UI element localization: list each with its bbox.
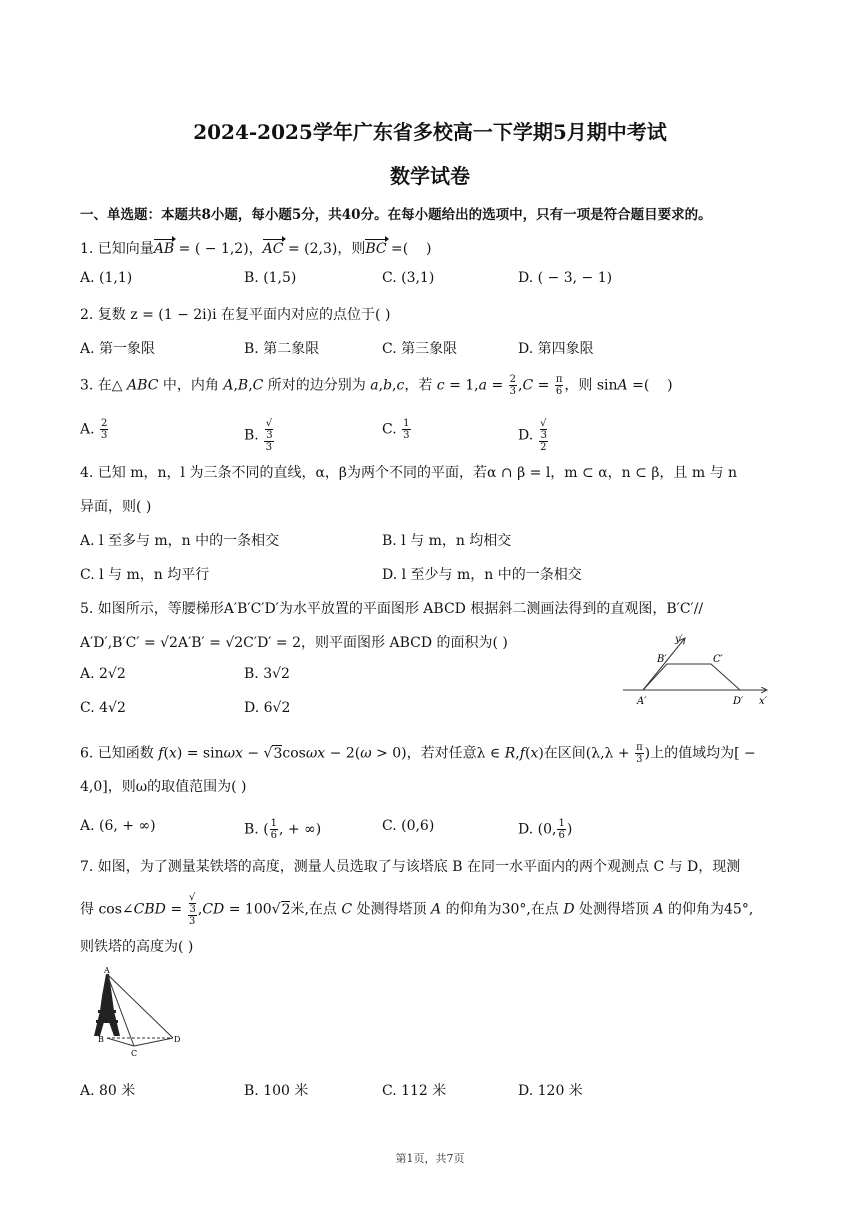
section-heading: 一、单选题：本题共8小题，每小题5分，共40分。在每小题给出的选项中，只有一项是符合题目要求的。 [80, 207, 712, 223]
label-a: A′ [637, 696, 647, 707]
label-d: D′ [733, 696, 744, 707]
q4-option-a: A. l 至多与 m，n 中的一条相交 [80, 533, 280, 549]
page-footer: 第1页，共7页 [395, 1152, 465, 1165]
q7-option-a: A. 80 米 [80, 1083, 136, 1099]
trapezoid-figure [615, 628, 775, 712]
q6-stem-line2: 4,0]，则ω的取值范围为( ) [80, 779, 247, 795]
tower-figure [76, 966, 186, 1058]
q6-option-d: D. (0, $\frac{1}{6}$ ) [518, 818, 573, 841]
q2-option-a: A. 第一象限 [80, 341, 156, 357]
q7-stem-line1: 7. 如图，为了测量某铁塔的高度，测量人员选取了与该塔底 B 在同一水平面内的两个观测点 C 与 D，现测 [80, 859, 741, 875]
q5-option-a: A. 2√2 [80, 666, 126, 682]
label-a: A [104, 966, 110, 975]
q6-option-a: A. (6, + ∞) [80, 818, 156, 834]
q7-option-b: B. 100 米 [244, 1083, 309, 1099]
q6-option-b: B. ( $\frac{1}{6}$ , + ∞) [244, 818, 322, 841]
q3-option-b: B. √ 3 3 [244, 418, 273, 453]
q2-option-b: B. 第二象限 [244, 341, 320, 357]
q7-stem-line2: 得 cos∠CBD = √ 3 3 ,CD = 100√2米,在点 C 处测得塔顶 A 的仰角为30°,在点 D 处测得塔顶 A 的仰角为45°, [80, 892, 754, 927]
trapezoid-shape [643, 664, 740, 690]
q3-option-a: A. $\frac{2}{3}$ [80, 418, 108, 441]
q3-stem: 3. 在△ ABC 中，内角 A,B,C 所对的边分别为 a,b,c，若 c = 1,a = $\frac{2}{3}$ ,C = $\frac{\pi}{6}$ ，则 sinA =( ) [80, 374, 673, 397]
q1-stem-text: 1. 已知向量AB = ( − 1,2)，AC = (2,3)，则BC =( ) [80, 241, 432, 257]
tower-platform [98, 1010, 116, 1013]
line-cd [134, 1038, 173, 1046]
q4-stem-line1: 4. 已知 m，n，l 为三条不同的直线，α，β为两个不同的平面，若α ∩ β = l，m ⊂ α，n ⊂ β，且 m 与 n [80, 465, 738, 481]
label-b: B′ [657, 654, 667, 665]
q3-option-d: D. √ 3 2 [518, 418, 548, 453]
q5-option-b: B. 3√2 [244, 666, 290, 682]
q1-option-a: A. (1,1) [80, 270, 133, 286]
label-c: C′ [713, 654, 723, 665]
label-c: C [131, 1049, 138, 1058]
q6-option-c: C. (0,6) [382, 818, 435, 834]
q6-stem-line1: 6. 已知函数 f(x) = sinωx − √3cosωx − 2(ω > 0)，若对任意λ ∈ R,f(x)在区间(λ,λ + $\frac{\pi}{3}$ )上的值域均为[ − [80, 742, 756, 765]
q5-option-c: C. 4√2 [80, 700, 126, 716]
label-x: x′ [759, 696, 767, 707]
q5-option-d: D. 6√2 [244, 700, 291, 716]
q7-option-d: D. 120 米 [518, 1083, 583, 1099]
q5-stem-line2: A′D′,B′C′ = √2A′B′ = √2C′D′ = 2，则平面图形 ABCD 的面积为( ) [80, 635, 508, 651]
q2-option-d: D. 第四象限 [518, 341, 594, 357]
q2-stem: 2. 复数 z = (1 − 2i)i 在复平面内对应的点位于( ) [80, 307, 391, 323]
q1-option-b: B. (1,5) [244, 270, 297, 286]
q1-stem [80, 238, 432, 258]
q1-option-c: C. (3,1) [382, 270, 435, 286]
exam-title: 2024-2025学年广东省多校高一下学期5月期中考试 [193, 120, 667, 144]
q2-option-c: C. 第三象限 [382, 341, 458, 357]
q1-option-d: D. ( − 3, − 1) [518, 270, 613, 286]
label-y: y′ [675, 634, 683, 645]
q3-option-c: C. $\frac{1}{3}$ [382, 418, 410, 441]
tower-platform-lower [96, 1020, 118, 1023]
exam-subtitle: 数学试卷 [390, 164, 470, 188]
label-b: B [98, 1035, 104, 1044]
q4-option-b: B. l 与 m，n 均相交 [382, 533, 512, 549]
q5-stem-line1: 5. 如图所示，等腰梯形A′B′C′D′为水平放置的平面图形 ABCD 根据斜二测画法得到的直观图，B′C′// [80, 601, 704, 617]
label-d: D [174, 1035, 181, 1044]
line-bc [107, 1038, 134, 1046]
q4-option-d: D. l 至少与 m，n 中的一条相交 [382, 567, 582, 583]
q7-stem-line3: 则铁塔的高度为( ) [80, 939, 194, 955]
q4-option-c: C. l 与 m，n 均平行 [80, 567, 210, 583]
q4-stem-line2: 异面，则( ) [80, 499, 152, 515]
q7-option-c: C. 112 米 [382, 1083, 447, 1099]
